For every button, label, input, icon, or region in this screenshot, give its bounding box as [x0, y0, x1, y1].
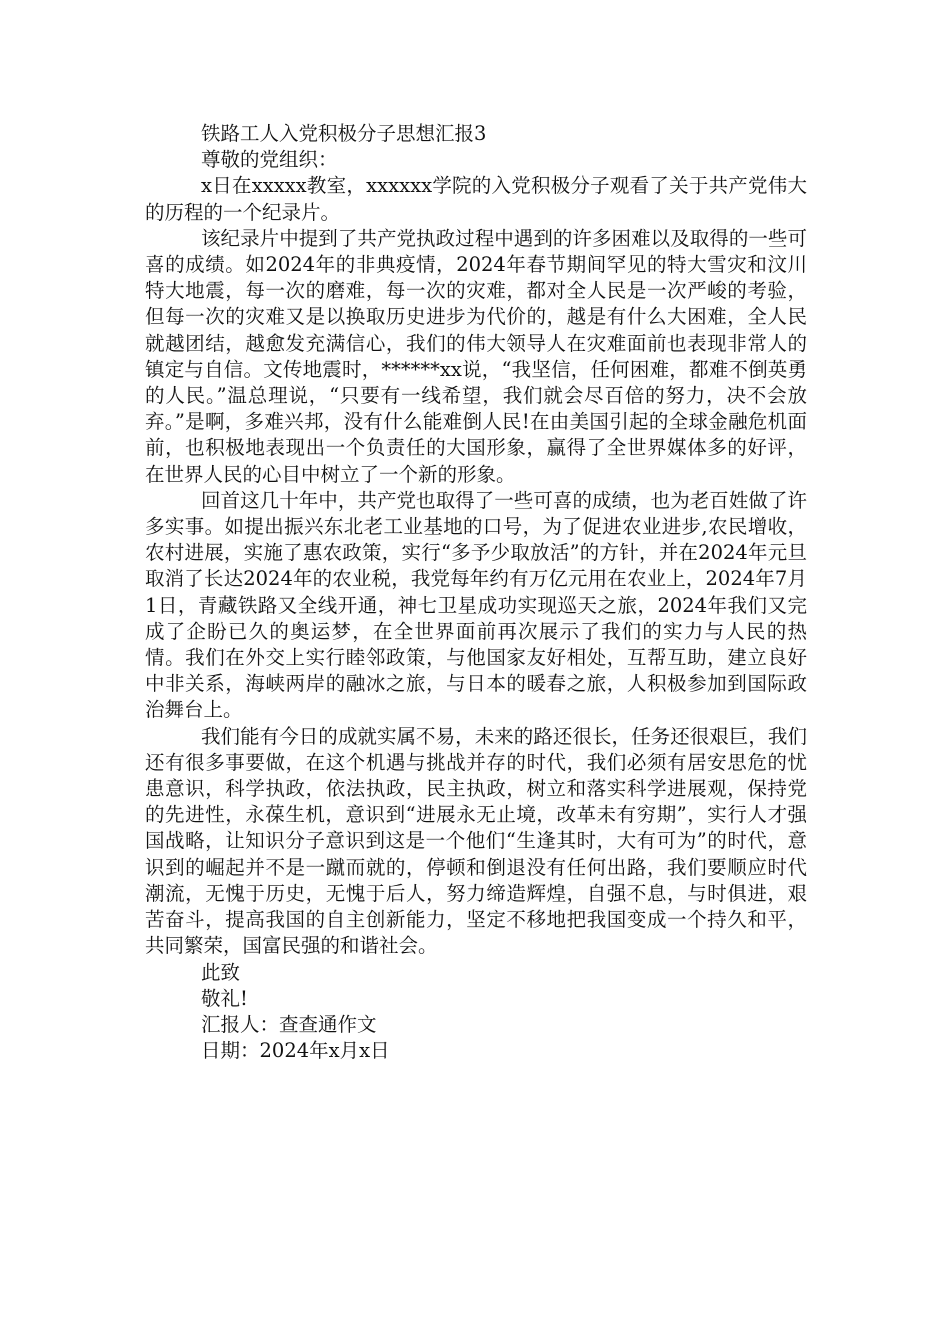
- paragraph-1: x日在xxxxx教室，xxxxxx学院的入党积极分子观看了关于共产党伟大的历程的一个纪录片。: [145, 174, 807, 224]
- document-title: 铁路工人入党积极分子思想汇报3: [201, 122, 487, 145]
- paragraph-3: 回首这几十年中，共产党也取得了一些可喜的成绩，也为老百姓做了许多实事。如提出振兴东北老工业基地的口号，为了促进农业进步,农民增收，农村进展，实施了惠农政策，实行“多予少取放活”的方针，并在2024年元旦取消了长达2024年的农业税，我党每年约有万亿元用在农业上，2024年7月1日，青藏铁路又全线开通，神七卫星成功实现巡天之旅，2024年我们又完成了企盼已久的奥运梦，在全世界面前再次展示了我们的实力与人民的热情。我们在外交上实行睦邻政策，与他国家友好相处，互帮互助，建立良好中非关系，海峡两岸的融冰之旅，与日本的暖春之旅，人积极参加到国际政治舞台上。: [145, 488, 807, 722]
- paragraph-4: 我们能有今日的成就实属不易，未来的路还很长，任务还很艰巨，我们还有很多事要做，在这个机遇与挑战并存的时代，我们必须有居安思危的忧患意识，科学执政，依法执政，民主执政，树立和落实科学进展观，保持党的先进性，永葆生机，意识到“进展永无止境，改革未有穷期”，实行人才强国战略，让知识分子意识到这是一个他们“生逢其时，大有可为”的时代，意识到的崛起并不是一蹴而就的，停顿和倒退没有任何出路，我们要顺应时代潮流，无愧于历史，无愧于后人，努力缔造辉煌，自强不息，与时俱进，艰苦奋斗，提高我国的自主创新能力，坚定不移地把我国变成一个持久和平，共同繁荣，国富民强的和谐社会。: [145, 724, 807, 958]
- paragraph-2: 该纪录片中提到了共产党执政过程中遇到的许多困难以及取得的一些可喜的成绩。如2024年的非典疫情，2024年春节期间罕见的特大雪灾和汶川特大地震，每一次的磨难，每一次的灾难，都对全人民是一次严峻的考验，但每一次的灾难又是以换取历史进步为代价的，越是有什么大困难，全人民就越团结，越愈发充满信心，我们的伟大领导人在灾难面前也表现非常人的镇定与自信。文传地震时，******xx说，“我坚信，任何困难，都难不倒英勇的人民。”温总理说，“只要有一线希望，我们就会尽百倍的努力，决不会放弃。”是啊，多难兴邦，没有什么能难倒人民!在由美国引起的全球金融危机面前，也积极地表现出一个负责任的大国形象，赢得了全世界媒体多的好评，在世界人民的心目中树立了一个新的形象。: [145, 226, 807, 486]
- regards-text: 敬礼!: [201, 986, 248, 1010]
- report-date: 日期：2024年x月x日: [201, 1039, 390, 1063]
- reporter-signature: 汇报人：查查通作文: [201, 1012, 377, 1036]
- salutation: 尊敬的党组织：: [201, 148, 338, 172]
- document-page: [145, 121, 807, 1064]
- closing-text: 此致: [201, 960, 241, 984]
